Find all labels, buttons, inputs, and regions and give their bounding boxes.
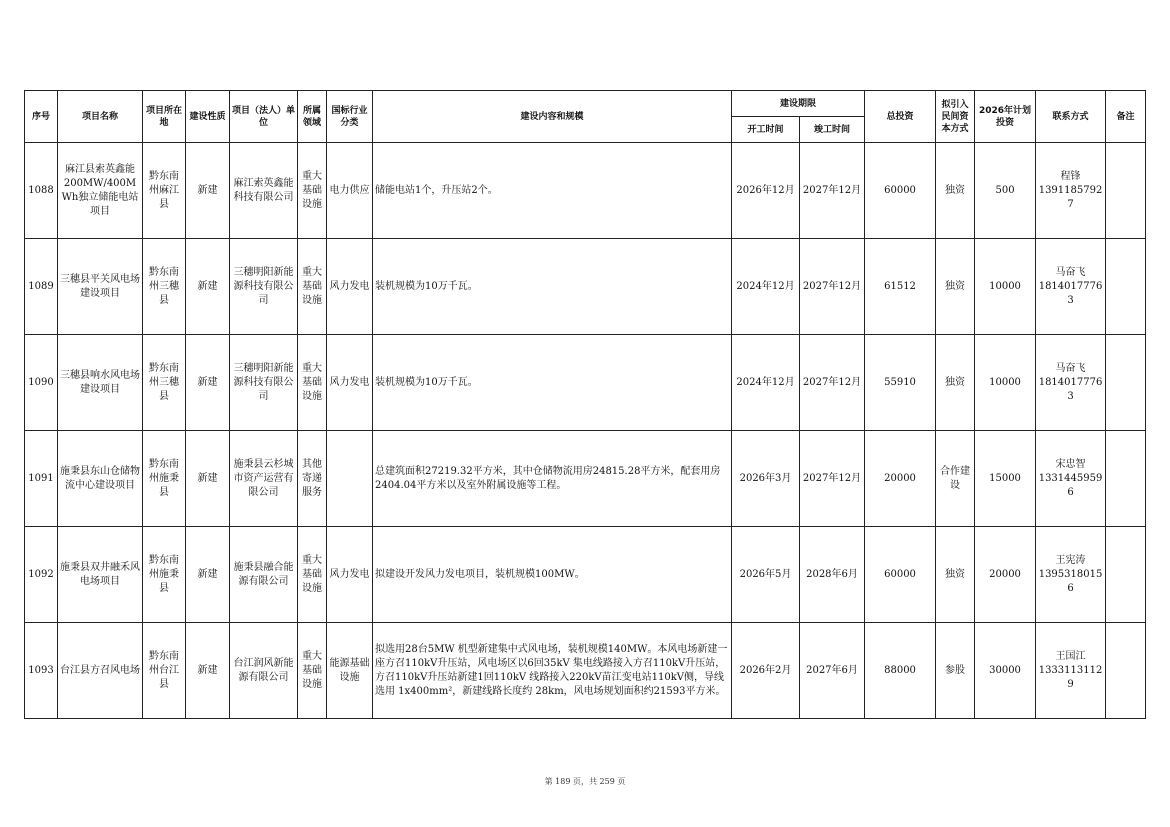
contact-name: 马奋飞 [1055,362,1086,374]
cell-location: 黔东南州台江县 [143,623,186,719]
contact-name: 程锋 [1060,170,1081,182]
cell-content: 总建筑面积27219.32平方米，其中仓储物流用房24815.28平方米，配套用房2404.04平方米以及室外附属设施等工程。 [373,431,732,527]
cell-total: 55910 [865,335,936,431]
cell-seq: 1088 [25,143,58,239]
cell-industry: 能源基础设施 [327,623,373,719]
cell-industry [327,431,373,527]
cell-remark [1106,623,1146,719]
header-contact: 联系方式 [1036,91,1106,143]
cell-private: 独资 [936,143,975,239]
cell-domain: 重大基础设施 [298,335,327,431]
cell-plan: 30000 [975,623,1036,719]
cell-contact [1036,431,1106,527]
header-name: 项目名称 [58,91,143,143]
cell-plan: 20000 [975,527,1036,623]
cell-unit: 三穗明阳新能源科技有限公司 [230,239,298,335]
page-footer: 第 189 页，共 259 页 [544,777,626,786]
cell-location: 黔东南州三穗县 [143,239,186,335]
header-private: 拟引入民间资本方式 [936,91,975,143]
cell-location: 黔东南州麻江县 [143,143,186,239]
cell-name: 施秉县双井融禾风电场项目 [58,527,143,623]
header-end: 竣工时间 [800,117,865,143]
contact-phone: 13331131129 [1038,664,1103,690]
contact-phone: 13314459596 [1038,472,1103,498]
table-row [25,623,1146,719]
cell-seq: 1093 [25,623,58,719]
contact-name: 王宪涛 [1055,554,1086,566]
cell-nature: 新建 [186,143,230,239]
cell-start: 2024年12月 [732,239,800,335]
header-remark: 备注 [1106,91,1146,143]
cell-nature: 新建 [186,431,230,527]
cell-contact [1036,239,1106,335]
cell-total: 20000 [865,431,936,527]
header-domain: 所属领域 [298,91,327,143]
cell-unit: 三穗明阳新能源科技有限公司 [230,335,298,431]
cell-start: 2026年5月 [732,527,800,623]
cell-content: 储能电站1个，升压站2个。 [373,143,732,239]
cell-private: 合作建设 [936,431,975,527]
cell-content: 装机规模为10万千瓦。 [373,239,732,335]
cell-end: 2027年12月 [800,335,865,431]
contact-phone: 18140177763 [1038,376,1103,402]
cell-start: 2026年3月 [732,431,800,527]
header-start: 开工时间 [732,117,800,143]
cell-contact [1036,527,1106,623]
header-period: 建设期限 [732,91,865,117]
cell-industry: 风力发电 [327,527,373,623]
cell-seq: 1089 [25,239,58,335]
table-row [25,527,1146,623]
cell-private: 独资 [936,335,975,431]
cell-total: 60000 [865,527,936,623]
cell-location: 黔东南州施秉县 [143,527,186,623]
cell-end: 2027年12月 [800,239,865,335]
contact-phone: 13953180156 [1038,568,1103,594]
cell-nature: 新建 [186,335,230,431]
header-seq: 序号 [25,91,58,143]
cell-location: 黔东南州三穗县 [143,335,186,431]
header-content: 建设内容和规模 [373,91,732,143]
cell-unit: 台江润风新能源有限公司 [230,623,298,719]
cell-private: 参股 [936,623,975,719]
cell-content: 拟选用28台5MW 机型新建集中式风电场，装机规模140MW。本风电场新建一座方召110kV升压站，风电场区以6回35kV 集电线路接入方召110kV升压站，方召110kV升压站新建1回110kV 线路接入220kV苗江变电站110kV侧，导线选用 1x400mm²，新建线路长度约 28km，风电场规划面积约21593平方米。 [373,623,732,719]
cell-remark [1106,431,1146,527]
cell-start: 2026年2月 [732,623,800,719]
header-total: 总投资 [865,91,936,143]
cell-start: 2024年12月 [732,335,800,431]
cell-total: 60000 [865,143,936,239]
cell-domain: 重大基础设施 [298,527,327,623]
cell-end: 2027年6月 [800,623,865,719]
cell-location: 黔东南州施秉县 [143,431,186,527]
cell-name: 施秉县东山仓储物流中心建设项目 [58,431,143,527]
cell-unit: 施秉县融合能源有限公司 [230,527,298,623]
cell-nature: 新建 [186,527,230,623]
contact-name: 马奋飞 [1055,266,1086,278]
cell-start: 2026年12月 [732,143,800,239]
contact-name: 王国江 [1055,650,1086,662]
cell-total: 61512 [865,239,936,335]
cell-remark [1106,239,1146,335]
cell-seq: 1090 [25,335,58,431]
cell-name: 台江县方召风电场 [58,623,143,719]
table-row [25,143,1146,239]
cell-unit: 施秉县云杉城市资产运营有限公司 [230,431,298,527]
cell-contact [1036,335,1106,431]
cell-content: 拟建设开发风力发电项目，装机规模100MW。 [373,527,732,623]
cell-industry: 风力发电 [327,239,373,335]
contact-phone: 18140177763 [1038,280,1103,306]
header-plan: 2026年计划投资 [975,91,1036,143]
cell-seq: 1092 [25,527,58,623]
header-industry: 国标行业分类 [327,91,373,143]
cell-contact [1036,623,1106,719]
cell-seq: 1091 [25,431,58,527]
contact-phone: 13911857927 [1038,184,1103,210]
cell-domain: 重大基础设施 [298,143,327,239]
cell-end: 2028年6月 [800,527,865,623]
header-unit: 项目（法人）单位 [230,91,298,143]
cell-industry: 电力供应 [327,143,373,239]
cell-plan: 15000 [975,431,1036,527]
cell-remark [1106,143,1146,239]
cell-domain: 重大基础设施 [298,239,327,335]
contact-name: 宋忠智 [1055,458,1086,470]
cell-remark [1106,335,1146,431]
cell-total: 88000 [865,623,936,719]
cell-end: 2027年12月 [800,143,865,239]
cell-end: 2027年12月 [800,431,865,527]
cell-plan: 500 [975,143,1036,239]
cell-name: 麻江县索英鑫能200MW/400MWh独立储能电站项目 [58,143,143,239]
header-nature: 建设性质 [186,91,230,143]
cell-plan: 10000 [975,239,1036,335]
cell-name: 三穗县平关风电场建设项目 [58,239,143,335]
project-table [24,90,1146,719]
cell-nature: 新建 [186,623,230,719]
cell-nature: 新建 [186,239,230,335]
table-row [25,335,1146,431]
header-location: 项目所在地 [143,91,186,143]
cell-industry: 风力发电 [327,335,373,431]
cell-unit: 麻江索英鑫能科技有限公司 [230,143,298,239]
cell-private: 独资 [936,527,975,623]
table-row [25,431,1146,527]
cell-private: 独资 [936,239,975,335]
cell-plan: 10000 [975,335,1036,431]
cell-remark [1106,527,1146,623]
cell-contact [1036,143,1106,239]
cell-name: 三穗县响水风电场建设项目 [58,335,143,431]
cell-domain: 重大基础设施 [298,623,327,719]
cell-content: 装机规模为10万千瓦。 [373,335,732,431]
table-row [25,239,1146,335]
cell-domain: 其他寄递服务 [298,431,327,527]
